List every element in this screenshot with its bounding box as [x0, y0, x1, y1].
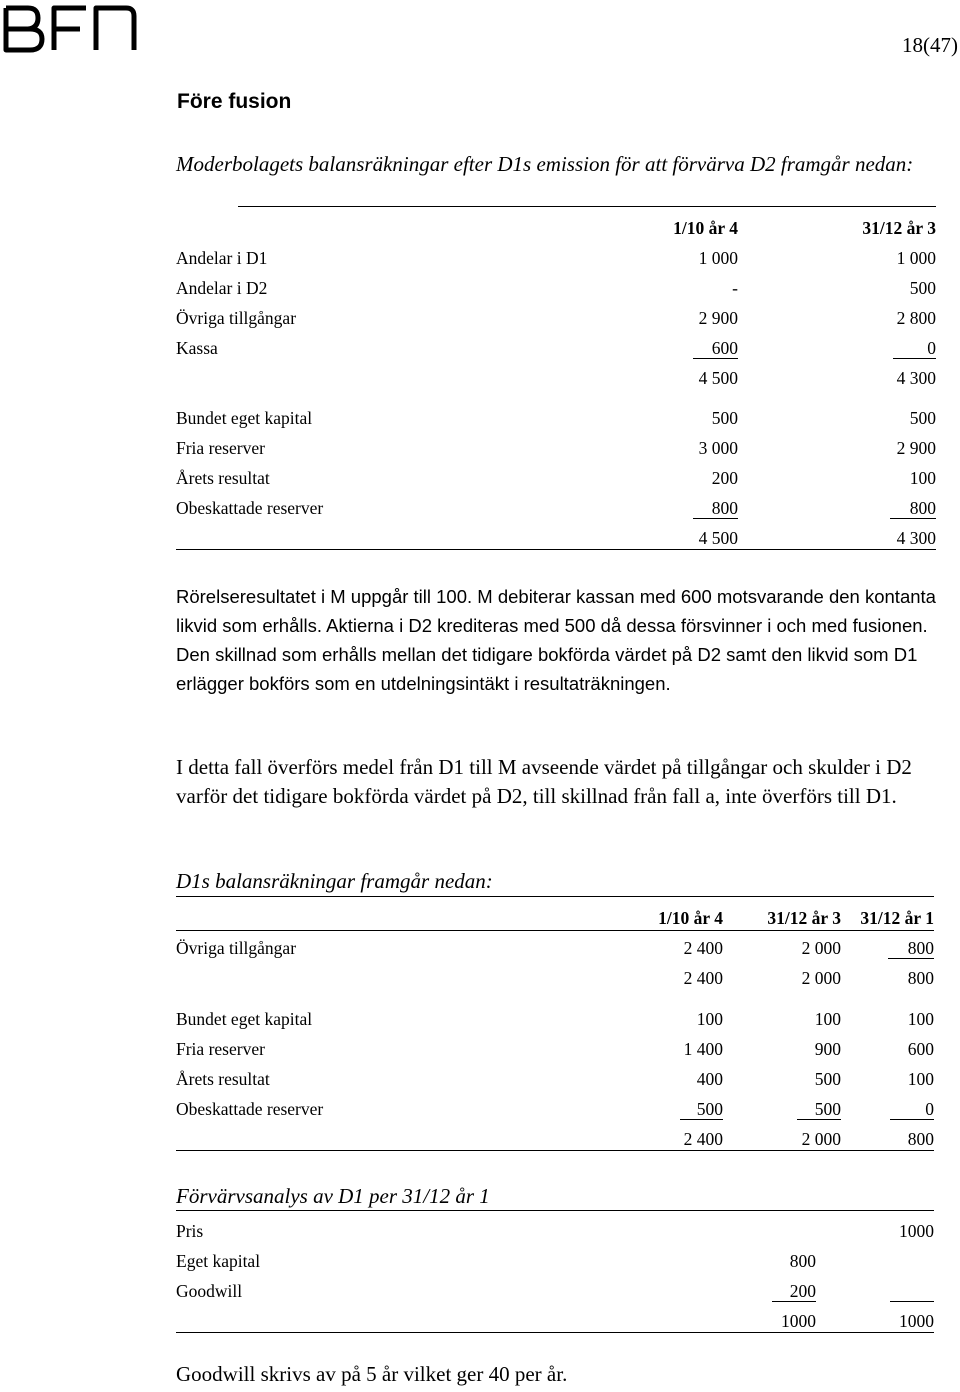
cell: 500 — [711, 408, 738, 428]
cell: 500 — [909, 408, 936, 428]
total-cell: 2 400 — [683, 1129, 723, 1149]
table1-intro: Moderbolagets balansräkningar efter D1s emission för att förvärva D2 framgår nedan: — [176, 152, 914, 176]
cell: 900 — [814, 1039, 841, 1059]
subtotal-cell: 2 400 — [683, 968, 723, 988]
row-label: Eget kapital — [176, 1251, 261, 1271]
cell: 1000 — [899, 1221, 934, 1241]
header-rule — [176, 930, 934, 931]
cell: 100 — [907, 1009, 934, 1029]
column-header: 31/12 år 3 — [767, 908, 841, 928]
cell: 800 — [907, 938, 934, 958]
row-label: Obeskattade reserver — [176, 498, 324, 518]
subtotal-underline — [680, 1119, 723, 1120]
cell: 600 — [711, 338, 738, 358]
column-header: 1/10 år 4 — [658, 908, 723, 928]
subtotal-underline — [893, 358, 936, 359]
cell: 200 — [711, 468, 738, 488]
row-label: Obeskattade reserver — [176, 1099, 324, 1119]
subtotal-underline — [693, 358, 738, 359]
total-cell: 4 300 — [896, 528, 936, 548]
cell: 2 900 — [896, 438, 936, 458]
cell: 3 000 — [698, 438, 738, 458]
subtotal-underline — [888, 958, 934, 959]
cell: 800 — [789, 1251, 816, 1271]
cell: 0 — [925, 1099, 934, 1119]
subtotal-cell: 4 300 — [896, 368, 936, 388]
total-cell: 800 — [907, 1129, 934, 1149]
total-cell: 2 000 — [801, 1129, 841, 1149]
subtotal-cell: 2 000 — [801, 968, 841, 988]
footer-note: Goodwill skrivs av på 5 år vilket ger 40 per år. — [176, 1362, 568, 1386]
cell: 600 — [907, 1039, 934, 1059]
row-label: Bundet eget kapital — [176, 408, 313, 428]
table-bottom-rule — [176, 1332, 934, 1333]
cell: 500 — [814, 1099, 841, 1119]
cell: 500 — [696, 1099, 723, 1119]
table3-intro: Förvärvsanalys av D1 per 31/12 år 1 — [176, 1184, 490, 1208]
subtotal-underline — [693, 518, 738, 519]
total-cell: 1000 — [899, 1311, 934, 1331]
row-label: Kassa — [176, 338, 218, 358]
table-bottom-rule — [176, 1150, 934, 1151]
bfn-logo — [0, 0, 140, 56]
subtotal-cell: 4 500 — [698, 368, 738, 388]
cell: 100 — [814, 1009, 841, 1029]
row-label: Fria reserver — [176, 1039, 265, 1059]
subtotal-underline — [890, 1119, 934, 1120]
subtotal-underline — [890, 518, 936, 519]
table2-intro: D1s balansräkningar framgår nedan: — [176, 869, 493, 893]
row-label: Andelar i D2 — [176, 278, 268, 298]
cell: 1 400 — [683, 1039, 723, 1059]
row-label: Goodwill — [176, 1281, 243, 1301]
cell: 100 — [696, 1009, 723, 1029]
cell: 400 — [696, 1069, 723, 1089]
cell: 2 000 — [801, 938, 841, 958]
paragraph-1: Rörelseresultatet i M uppgår till 100. M debiterar kassan med 600 motsvarande den kontanta likvid som erhålls. Aktierna i D2 krediteras med 500 då dessa försvinner i och med fusionen. Den skillnad som erhålls mellan det tidigare bokförda värdet på D2 samt den likvid som D1 erlägger bokförs som en utdelningsintäkt i resultaträkningen. — [176, 586, 936, 694]
section-heading: Före fusion — [177, 90, 292, 113]
cell: 100 — [909, 468, 936, 488]
subtotal-underline — [772, 1301, 816, 1302]
cell: 2 400 — [683, 938, 723, 958]
subtotal-underline — [890, 1301, 934, 1302]
column-header: 1/10 år 4 — [673, 218, 738, 238]
cell: 800 — [909, 498, 936, 518]
row-label: Bundet eget kapital — [176, 1009, 313, 1029]
subtotal-underline — [797, 1119, 841, 1120]
row-label: Övriga tillgångar — [176, 938, 297, 958]
row-label: Fria reserver — [176, 438, 265, 458]
cell: 200 — [789, 1281, 816, 1301]
total-cell: 4 500 — [698, 528, 738, 548]
cell: 1 000 — [896, 248, 936, 268]
row-label: Årets resultat — [176, 468, 270, 488]
row-label: Övriga tillgångar — [176, 308, 297, 328]
subtotal-cell: 800 — [907, 968, 934, 988]
cell: 800 — [711, 498, 738, 518]
column-header: 31/12 år 1 — [860, 908, 934, 928]
divider — [238, 206, 936, 207]
cell: 2 800 — [896, 308, 936, 328]
cell: - — [732, 278, 738, 298]
row-label: Årets resultat — [176, 1069, 270, 1089]
table-bottom-rule — [176, 549, 936, 550]
cell: 0 — [927, 338, 936, 358]
cell: 2 900 — [698, 308, 738, 328]
cell: 1 000 — [698, 248, 738, 268]
total-cell: 1000 — [781, 1311, 816, 1331]
divider — [176, 896, 934, 897]
cell: 500 — [909, 278, 936, 298]
divider — [176, 1210, 934, 1211]
row-label: Andelar i D1 — [176, 248, 268, 268]
cell: 100 — [907, 1069, 934, 1089]
cell: 500 — [814, 1069, 841, 1089]
paragraph-2: I detta fall överförs medel från D1 till M avseende värdet på tillgångar och skulder i D2 varför det tidigare bokförda värdet på D2, till skillnad från fall a, inte överförs till D1. — [176, 755, 912, 808]
page-number: 18(47) — [902, 33, 958, 57]
column-header: 31/12 år 3 — [862, 218, 936, 238]
row-label: Pris — [176, 1221, 204, 1241]
